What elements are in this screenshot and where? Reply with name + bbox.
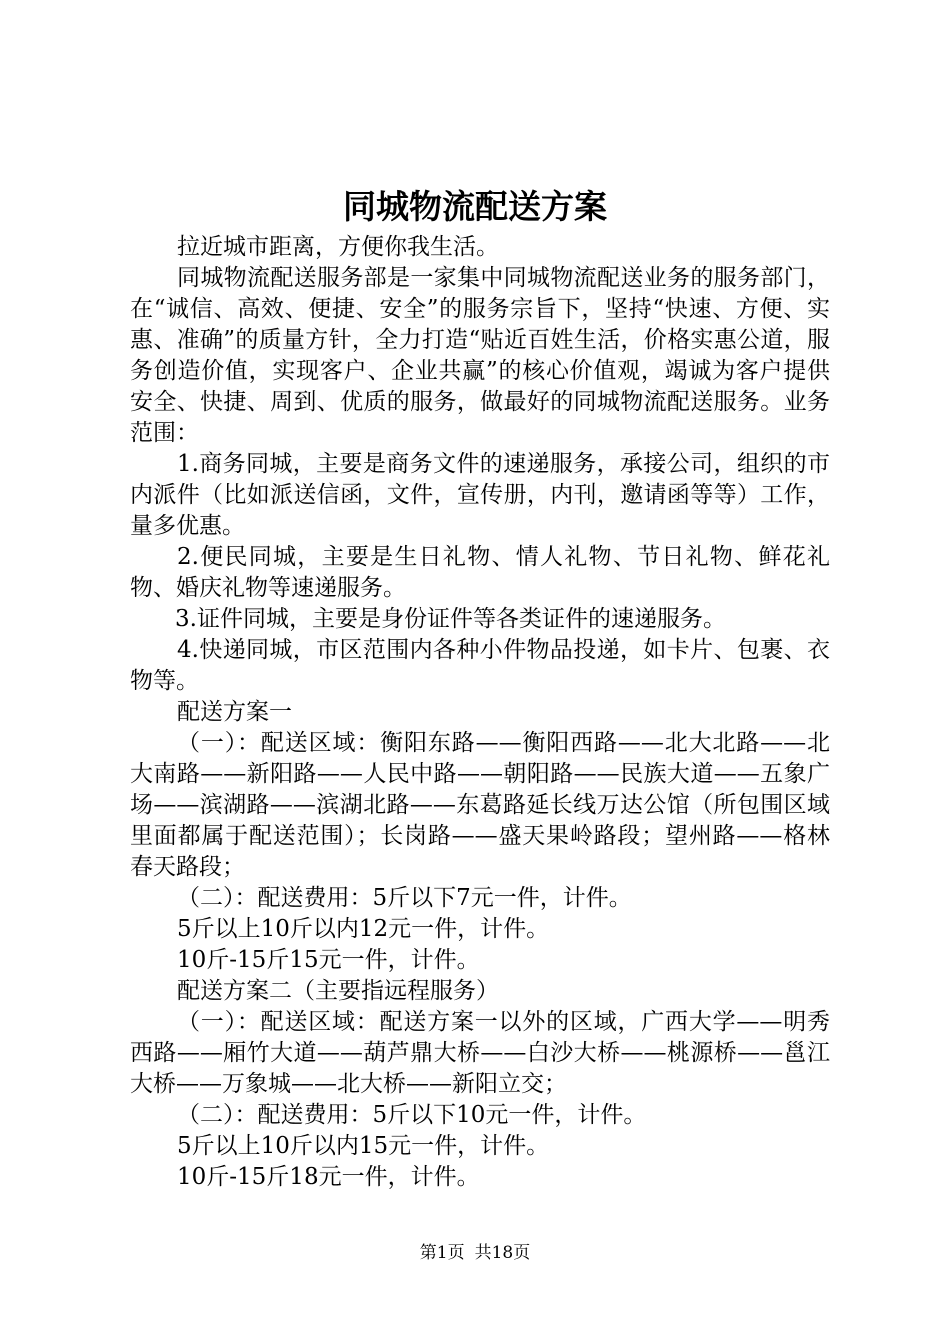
paragraph-plan-two-fee-3: 10斤-15斤18元一件，计件。: [177, 1164, 480, 1190]
paragraph-plan-two-area: （一）：配送区域：配送方案一以外的区域，广西大学——明秀西路——厢竹大道——葫芦鼎大桥——白沙大桥——桃源桥——邕江大桥——万象城——北大桥——新阳立交；: [130, 1009, 830, 1097]
paragraph-plan-one-fee-3: 10斤-15斤15元一件，计件。: [177, 947, 480, 973]
paragraph-company-description: 同城物流配送服务部是一家集中同城物流配送业务的服务部门，在“诚信、高效、便捷、安全”的服务宗旨下，坚持“快速、方便、实惠、准确”的质量方针，全力打造“贴近百姓生活，价格实惠公道，服务创造价值，实现客户、企业共赢”的核心价值观，竭诚为客户提供安全、快捷、周到、优质的服务，做最好的同城物流配送服务。业务范围：: [130, 265, 830, 446]
heading-plan-one: 配送方案一: [177, 699, 292, 725]
paragraph-intro: 拉近城市距离，方便你我生活。: [177, 234, 499, 260]
paragraph-service-documents: 3.证件同城，主要是身份证件等各类证件的速递服务。: [175, 606, 726, 632]
paragraph-plan-one-fee: （二）：配送费用：5斤以下7元一件，计件。: [177, 885, 632, 911]
paragraph-service-express: 4.快递同城，市区范围内各种小件物品投递，如卡片、包裹、衣物等。: [130, 637, 830, 694]
heading-plan-two: 配送方案二（主要指远程服务）: [177, 978, 499, 1004]
paragraph-service-business: 1.商务同城，主要是商务文件的速递服务，承接公司，组织的市内派件（比如派送信函，文件，宣传册，内刊，邀请函等等）工作，量多优惠。: [130, 451, 830, 539]
page-total: 共18页: [474, 1243, 531, 1263]
paragraph-plan-two-fee-2: 5斤以上10斤以内15元一件，计件。: [177, 1133, 550, 1159]
document-title: 同城物流配送方案: [343, 187, 607, 226]
paragraph-plan-two-fee: （二）：配送费用：5斤以下10元一件，计件。: [177, 1102, 647, 1128]
page-footer: [0, 1241, 950, 1265]
page-number: 第1页: [419, 1243, 465, 1263]
document-body: [130, 232, 830, 1193]
paragraph-plan-one-area: （一）：配送区域：衡阳东路——衡阳西路——北大北路——北大南路——新阳路——人民中路——朝阳路——民族大道——五象广场——滨湖路——滨湖北路——东葛路延长线万达公馆（所包围区域里面都属于配送范围）；长岗路——盛天果岭路段；望州路——格林春天路段；: [130, 730, 830, 880]
paragraph-plan-one-fee-2: 5斤以上10斤以内12元一件，计件。: [177, 916, 550, 942]
paragraph-service-convenience: 2.便民同城，主要是生日礼物、情人礼物、节日礼物、鲜花礼物、婚庆礼物等速递服务。: [130, 544, 830, 601]
